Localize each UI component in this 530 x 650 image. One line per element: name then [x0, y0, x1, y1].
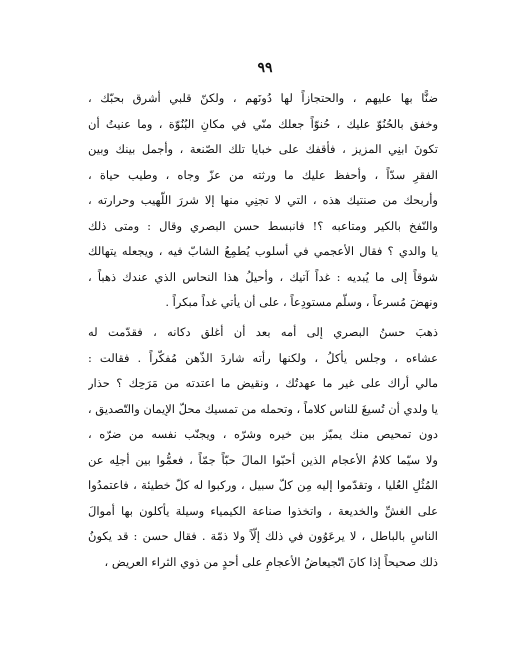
text-line: المُثُلِ العُليا ، وتقدّموا إليه مِن كلّ سبيل ، وركبوا له كلّ خطيئة ، فاعتمدُوا	[88, 478, 438, 492]
text-line: مالي أراك على غير ما عهدتُك ، ونقيض ما اعتدته من مَرَحِك ؟ حذار	[88, 376, 438, 390]
text-line: ولا سيّما كلامُ الأعجام الذين أحبّوا المالَ حبّاً جمّاً ، فعمُّوا بين أجلِه عن	[88, 452, 438, 467]
text-line: تكونَ ابنِي المزيز ، فأقفك على خبايا تلك الصّنعة ، وأجمل بينك وبين	[88, 142, 438, 156]
text-line: على الغشِّ والخديعة ، واتخذوا صناعة الكيمياء وسيلة يأكلون بها أموالَ	[88, 503, 438, 518]
text-line: ذلك صحيحاً إذا كانَ اتّجيعاضُ الأعجامِ على أحدٍ من ذوي الثراء العريض ،	[104, 554, 438, 569]
text-line: يا ولدي أن تُسيغَ للناس كلاماً ، وتحمله من تمسيك محلّ الإيمان والتّصديق ،	[88, 401, 438, 416]
text-line: والنّفخ بالكير ومتاعبه ؟! فانبسط حسن البصري وقال : ومتى ذلك	[88, 218, 438, 233]
text-line: وأربحك من صنتيك هذه ، التي لا تجنِي منها إلا شررَ اللّهيب وحرارته ،	[88, 193, 438, 207]
text-line: ذهبَ حسنُ البصري إلى أمه بعد أن أغلق دكانه ، فقدّمت له	[88, 325, 438, 339]
text-line: ضنًّا بها عليهم ، والحتجازاً لها دُونَهم ، ولكنّ قلبي أشرق بحبّك ،	[88, 91, 438, 105]
page-number: ٩٩	[257, 60, 273, 76]
paragraph-1	[88, 86, 438, 316]
text-line: شوقاً إلى ما يُبديه : غداً آتيك ، وأحيلُ هذا النحاس الذي عندك ذهباً ،	[88, 269, 438, 284]
text-line: الفقرِ سدّاً ، وأحفظ عليك ما ورثته من عزّ وجاه ، وطيب حياة ،	[88, 167, 438, 182]
text-line: الناسِ بالباطل ، لا يرعَوُون في ذلك إلّاً ولا ذمّة . فقال حسن : قد يكونُ	[88, 529, 438, 543]
paragraph-2	[88, 320, 438, 575]
text-line: دون تمحيص منك يميّز بين خيره وشرّه ، ويجنّب نفسه من ضرّه ،	[88, 427, 438, 441]
text-line: يا والدي ؟ فقال الأعجمي في أسلوب يُطمِعُ الشابّ فيه ، ويجعله يتهالك	[88, 244, 438, 258]
text-line: وخفق بالحُنُوّ عليك ، حُنوّاً جعلك منّي في مكانِ البُنُوّة ، وما عنيتُ أن	[88, 116, 438, 131]
text-line: ونهضَ مُسرعاً ، وسلّم مستودِعاً ، على أن يأتي غداً مبكراً .	[165, 295, 438, 309]
text-line: عشاءه ، وجلس يأكلُ ، ولكنها رأته شاردَ الذّهن مُفكّراً . فقالت :	[88, 350, 438, 365]
